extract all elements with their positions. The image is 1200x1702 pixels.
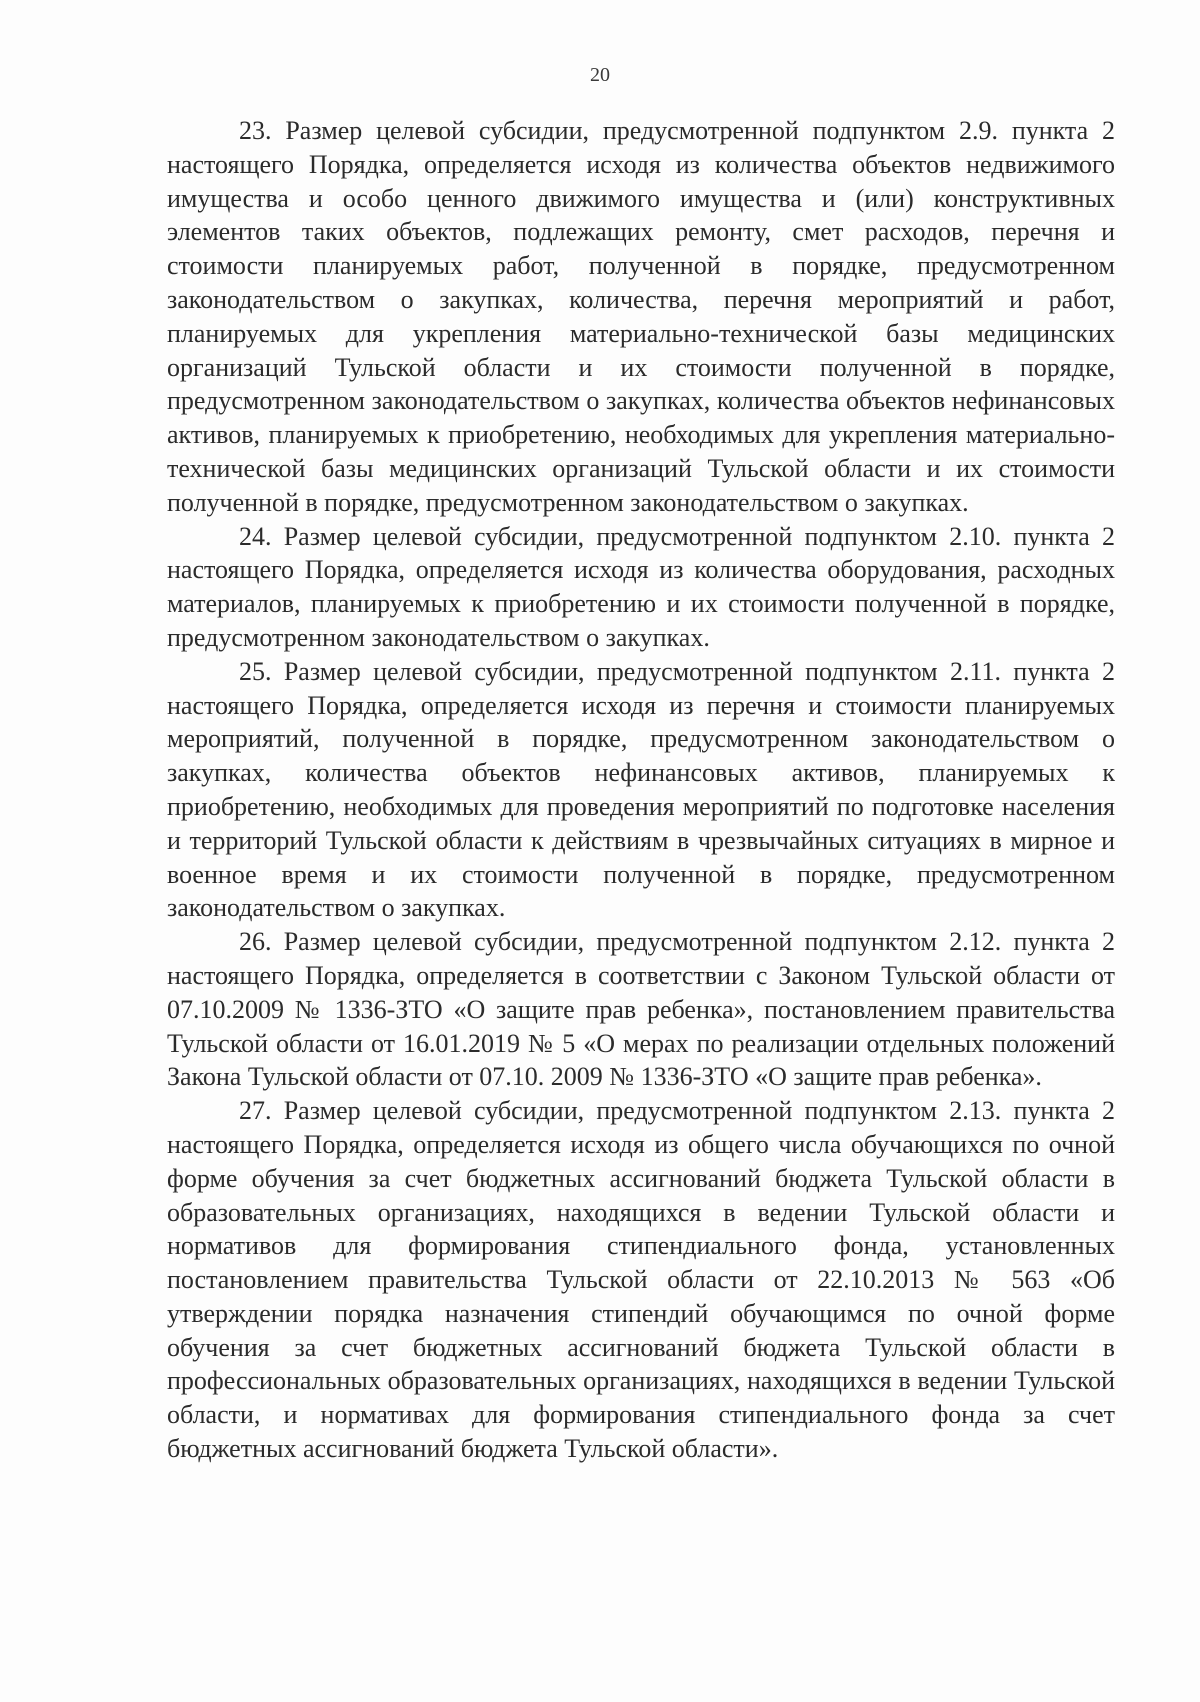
paragraph-25: 25. Размер целевой субсидии, предусмотренной подпунктом 2.11. пункта 2 настоящего Порядка, определяется исходя из перечня и стоимости планируемых мероприятий, полученной в порядке, предусмотренном законодательством о закупках, количества объектов нефинансовых активов, планируемых к приобретению, необходимых для проведения мероприятий по подготовке населения и территорий Тульской области к действиям в чрезвычайных ситуациях в мирное и военное время и их стоимости полученной в порядке, предусмотренном законодательством о закупках.	[167, 656, 1115, 923]
paragraph-26: 26. Размер целевой субсидии, предусмотренной подпунктом 2.12. пункта 2 настоящего Порядка, определяется в соответствии с Законом Тульской области от 07.10.2009 № 1336-ЗТО «О защите прав ребенка», постановлением правительства Тульской области от 16.01.2019 № 5 «О мерах по реализации отдельных положений Закона Тульской области от 07.10. 2009 № 1336-ЗТО «О защите прав ребенка».	[167, 927, 1115, 1092]
paragraph-23: 23. Размер целевой субсидии, предусмотренной подпунктом 2.9. пункта 2 настоящего Порядка, определяется исходя из количества объектов недвижимого имущества и особо ценного движимого имущества и (или) конструктивных элементов таких объектов, подлежащих ремонту, смет расходов, перечня и стоимости планируемых работ, полученной в порядке, предусмотренном законодательством о закупках, количества, перечня мероприятий и работ, планируемых для укрепления материально-технической базы медицинских организаций Тульской области и их стоимости полученной в порядке, предусмотренном законодательством о закупках, количества объектов нефинансовых активов, планируемых к приобретению, необходимых для укрепления материально-технической базы медицинских организаций Тульской области и их стоимости полученной в порядке, предусмотренном законодательством о закупках.	[167, 116, 1115, 517]
page-number: 20	[590, 64, 610, 86]
paragraph-27: 27. Размер целевой субсидии, предусмотренной подпунктом 2.13. пункта 2 настоящего Порядка, определяется исходя из общего числа обучающихся по очной форме обучения за счет бюджетных ассигнований бюджета Тульской области в образовательных организациях, находящихся в ведении Тульской области и нормативов для формирования стипендиального фонда, установленных постановлением правительства Тульской области от 22.10.2013 № 563 «Об утверждении порядка назначения стипендий обучающимся по очной форме обучения за счет бюджетных ассигнований бюджета Тульской области в профессиональных образовательных организациях, находящихся в ведении Тульской области, и нормативах для формирования стипендиального фонда за счет бюджетных ассигнований бюджета Тульской области».	[167, 1096, 1115, 1464]
paragraph-24: 24. Размер целевой субсидии, предусмотренной подпунктом 2.10. пункта 2 настоящего Порядка, определяется исходя из количества оборудования, расходных материалов, планируемых к приобретению и их стоимости полученной в порядке, предусмотренном законодательством о закупках.	[167, 521, 1115, 652]
document-body	[167, 114, 1115, 1466]
